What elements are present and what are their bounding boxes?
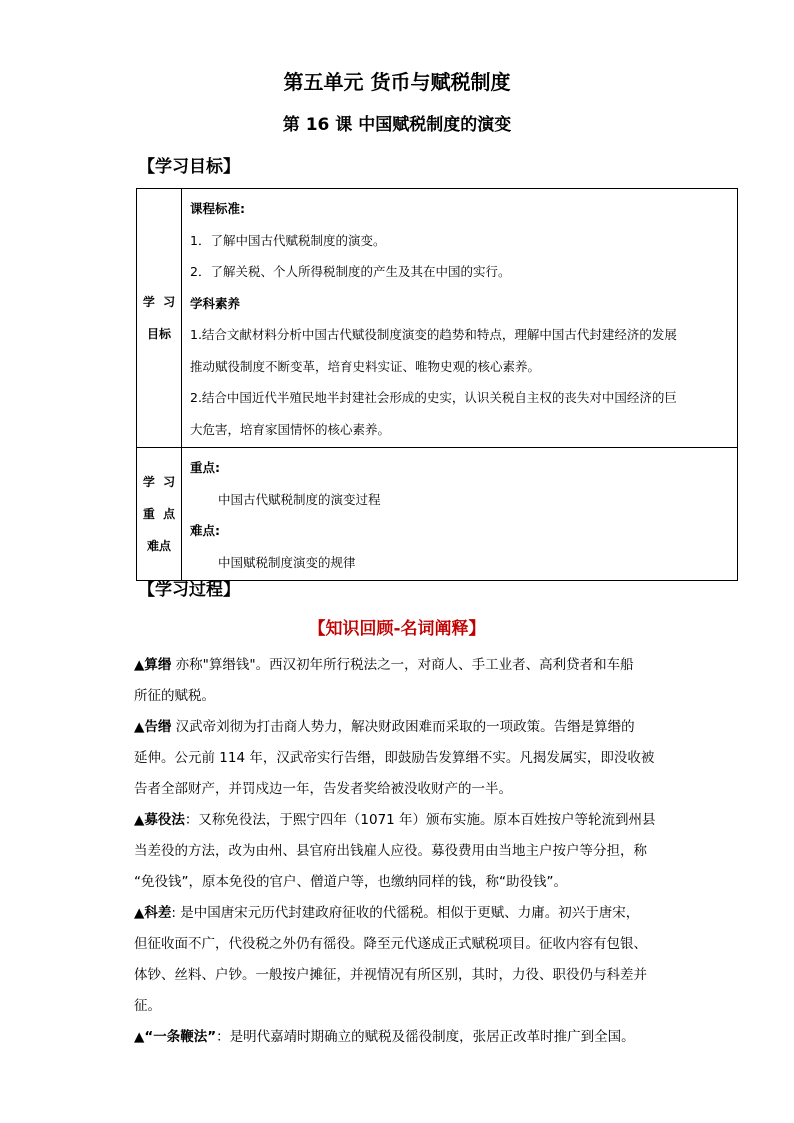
review-text-line: : 是中国唐宋元历代封建政府征收的代徭税。相似于更赋、力庸。初兴于唐宋， <box>171 905 640 921</box>
review-text-line: 亦称"算缗钱"。西汉初年所行税法之一，对商人、手工业者、高利贷者和车船 <box>171 657 634 673</box>
goal-label-cell <box>137 189 182 448</box>
review-item <box>134 650 744 712</box>
difficulty-text: 中国赋税制度演变的规律 <box>218 554 356 570</box>
goals-table <box>136 188 738 581</box>
review-text-line: 汉武帝刘彻为打击商人势力，解决财政困难而采取的一项政策。告缗是算缗的 <box>171 719 635 735</box>
review-item <box>134 898 744 1022</box>
goal-label-line: 学 习 <box>142 295 176 309</box>
review-text-line: 但征收面不广，代役税之外仍有徭役。降至元代遂成正式赋税项目。征收内容有包银、 <box>134 936 647 952</box>
review-item <box>134 1022 744 1053</box>
review-title: 【知识回顾-名词阐释】 <box>308 619 486 639</box>
difficulty-heading: 难点: <box>190 523 220 538</box>
key-text: 中国古代赋税制度的演变过程 <box>218 491 381 507</box>
literacy-heading: 学科素养 <box>190 295 241 311</box>
review-text-line: 体钞、丝料、户钞。一般按户摊征，并视情况有所区别，其时，力役、职役仍与科差并 <box>134 967 647 983</box>
curriculum-item: 1．了解中国古代赋税制度的演变。 <box>190 232 386 248</box>
unit-title: 第五单元 货币与赋税制度 <box>283 70 511 94</box>
key-heading: 重点: <box>190 460 220 475</box>
review-text-line: 所征的赋税。 <box>134 688 215 704</box>
literacy-item-line: 推动赋役制度不断变革，培育史料实证、唯物史观的核心素养。 <box>190 358 541 374</box>
review-text-line: 延伸。公元前 114 年，汉武帝实行告缗，即鼓励告发算缗不实。凡揭发属实，即没收被 <box>134 750 655 766</box>
review-term: ▲“一条鞭法” <box>134 1029 217 1045</box>
literacy-item-line: 2.结合中国近代半殖民地半封建社会形成的史实，认识关税自主权的丧失对中国经济的巨 <box>190 390 677 405</box>
literacy-item-line: 1.结合文献材料分析中国古代赋役制度演变的趋势和特点，理解中国古代封建经济的发展 <box>190 327 677 342</box>
key-label-line: 重 点 <box>142 507 176 521</box>
review-text-line: 当差役的方法，改为由州、县官府出钱雇人应役。募役费用由当地主户按户等分担，称 <box>134 843 647 859</box>
review-text-line: 告者全部财产，并罚戍边一年，告发者奖给被没收财产的一半。 <box>134 781 512 797</box>
review-text-line: ：又称免役法，于熙宁四年（1071 年）颁布实施。原本百姓按户等轮流到州县 <box>184 812 656 828</box>
key-content-cell <box>182 448 738 581</box>
goal-content-cell <box>182 189 738 448</box>
key-label-cell <box>137 448 182 581</box>
review-term: ▲科差 <box>134 905 172 921</box>
literacy-item-line: 大危害，培育家国情怀的核心素养。 <box>190 421 391 437</box>
review-text-line: “免役钱”，原本免役的官户、僧道户等，也缴纳同样的钱，称“助役钱”。 <box>134 874 567 890</box>
review-item <box>134 805 744 898</box>
goals-heading: 【学习目标】 <box>138 157 240 177</box>
review-item <box>134 712 744 805</box>
review-text-line: 征。 <box>134 998 161 1014</box>
review-text-line: ：是明代嘉靖时期确立的赋税及徭役制度，张居正改革时推广到全国。 <box>216 1029 635 1045</box>
goal-label-line: 目标 <box>146 327 171 341</box>
curriculum-heading: 课程标准: <box>190 201 245 216</box>
review-term: ▲算缗 <box>134 657 172 673</box>
review-term: ▲募役法 <box>134 812 185 828</box>
review-term: ▲告缗 <box>134 719 172 735</box>
key-label-line: 学 习 <box>142 475 176 489</box>
process-heading: 【学习过程】 <box>138 580 240 600</box>
key-label-line: 难点 <box>146 539 171 553</box>
lesson-title: 第 16 课 中国赋税制度的演变 <box>282 115 512 135</box>
curriculum-item: 2．了解关税、个人所得税制度的产生及其在中国的实行。 <box>190 264 511 279</box>
